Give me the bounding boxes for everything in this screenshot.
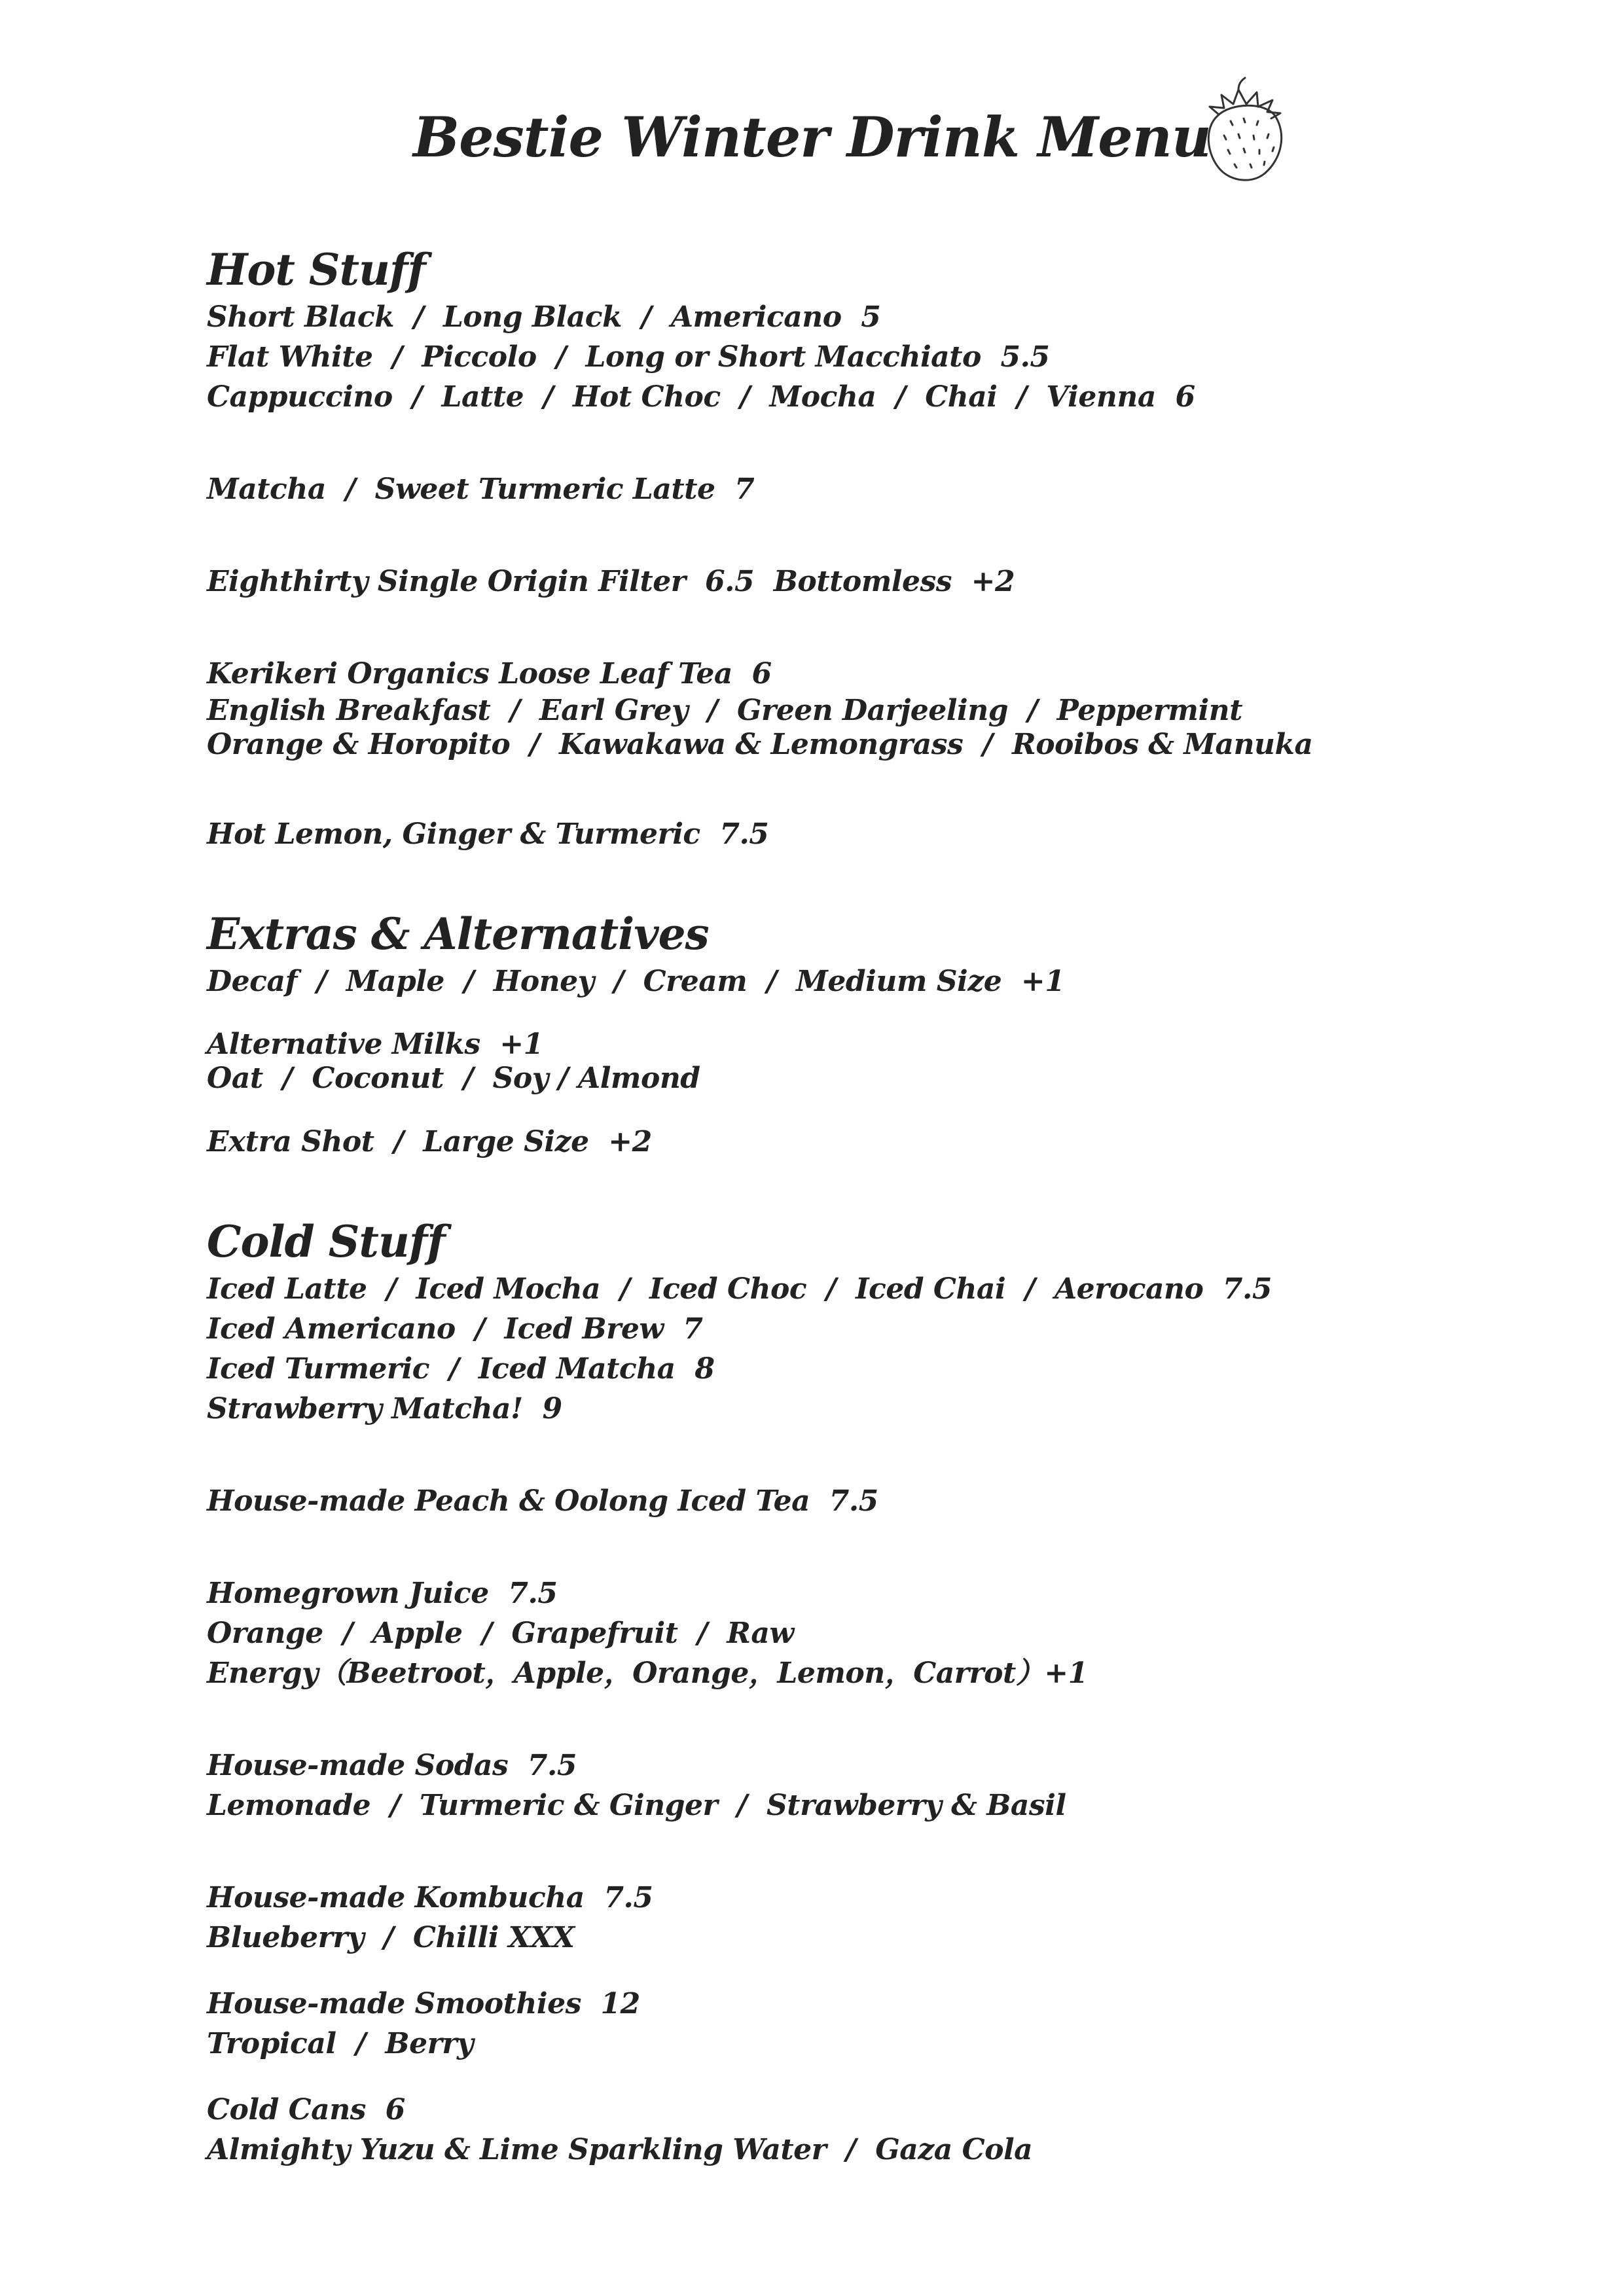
menu-line: Orange / Apple / Grapefruit / Raw bbox=[207, 1617, 794, 1650]
menu-line: House-made Smoothies 12 bbox=[207, 1987, 640, 2020]
menu-line: Kerikeri Organics Loose Leaf Tea 6 bbox=[207, 657, 772, 691]
cold-stuff-heading: Cold Stuff bbox=[207, 1216, 445, 1267]
menu-line: House-made Sodas 7.5 bbox=[207, 1749, 577, 1782]
menu-line: House-made Peach & Oolong Iced Tea 7.5 bbox=[207, 1484, 878, 1518]
menu-line: Flat White / Piccolo / Long or Short Macchiato 5.5 bbox=[207, 340, 1050, 374]
latte-group bbox=[207, 469, 1451, 509]
menu-line: Cappuccino / Latte / Hot Choc / Mocha / Chai / Vienna 6 bbox=[207, 380, 1195, 414]
page-title: Bestie Winter Drink Menu bbox=[413, 105, 1211, 170]
menu-line: Eighthirty Single Origin Filter 6.5 Bottomless +2 bbox=[207, 565, 1015, 598]
menu-line: Iced Americano / Iced Brew 7 bbox=[207, 1312, 703, 1346]
menu-line: English Breakfast / Earl Grey / Green Darjeeling / Peppermint bbox=[207, 694, 1242, 727]
menu-line: Energy（Beetroot，Apple，Orange，Lemon，Carrot）+1 bbox=[207, 1657, 1088, 1690]
smoothies-group bbox=[207, 1984, 1451, 2064]
menu-line: House-made Kombucha 7.5 bbox=[207, 1881, 653, 1914]
lemon-ginger-group bbox=[207, 814, 1451, 854]
menu-line: Strawberry Matcha! 9 bbox=[207, 1392, 562, 1426]
menu-content bbox=[207, 242, 1451, 2222]
menu-line: Matcha / Sweet Turmeric Latte 7 bbox=[207, 473, 755, 506]
juice-group bbox=[207, 1573, 1451, 1693]
sodas-group bbox=[207, 1746, 1451, 1825]
hot-stuff-section bbox=[207, 242, 1451, 854]
cold-cans-group bbox=[207, 2090, 1451, 2170]
extras-heading: Extras & Alternatives bbox=[207, 908, 709, 960]
menu-line: Tropical / Berry bbox=[207, 2027, 474, 2060]
iced-tea-group bbox=[207, 1481, 1451, 1521]
alt-milks-group bbox=[207, 1028, 1451, 1096]
menu-line: Orange & Horopito / Kawakawa & Lemongrass / Rooibos & Manuka bbox=[207, 728, 1313, 761]
menu-line: Extra Shot / Large Size +2 bbox=[207, 1125, 652, 1158]
strawberry-icon bbox=[1191, 75, 1296, 187]
coffee-group bbox=[207, 297, 1451, 417]
iced-coffee-group bbox=[207, 1269, 1451, 1429]
kombucha-group bbox=[207, 1878, 1451, 1958]
menu-line: Decaf / Maple / Honey / Cream / Medium Size +1 bbox=[207, 965, 1065, 998]
tea-group bbox=[207, 654, 1451, 762]
filter-group bbox=[207, 562, 1451, 601]
menu-line: Iced Turmeric / Iced Matcha 8 bbox=[207, 1352, 715, 1386]
menu-line: Oat / Coconut / Soy / Almond bbox=[207, 1062, 700, 1095]
menu-line: Alternative Milks +1 bbox=[207, 1028, 543, 1061]
menu-line: Blueberry / Chilli XXX bbox=[207, 1921, 575, 1954]
menu-line: Homegrown Juice 7.5 bbox=[207, 1577, 558, 1610]
menu-line: Cold Cans 6 bbox=[207, 2093, 405, 2126]
hot-stuff-heading: Hot Stuff bbox=[207, 244, 425, 295]
cold-stuff-section bbox=[207, 1214, 1451, 2170]
extra-shot-group bbox=[207, 1122, 1451, 1162]
menu-line: Lemonade / Turmeric & Ginger / Strawberry & Basil bbox=[207, 1789, 1066, 1822]
menu-line: Almighty Yuzu & Lime Sparkling Water / Gaza Cola bbox=[207, 2133, 1033, 2166]
menu-line: Iced Latte / Iced Mocha / Iced Choc / Iced Chai / Aerocano 7.5 bbox=[207, 1272, 1272, 1306]
menu-line: Short Black / Long Black / Americano 5 bbox=[207, 300, 881, 334]
menu-line: Hot Lemon, Ginger & Turmeric 7.5 bbox=[207, 817, 769, 851]
extras-section bbox=[207, 906, 1451, 1162]
extras-options-group bbox=[207, 961, 1451, 1001]
